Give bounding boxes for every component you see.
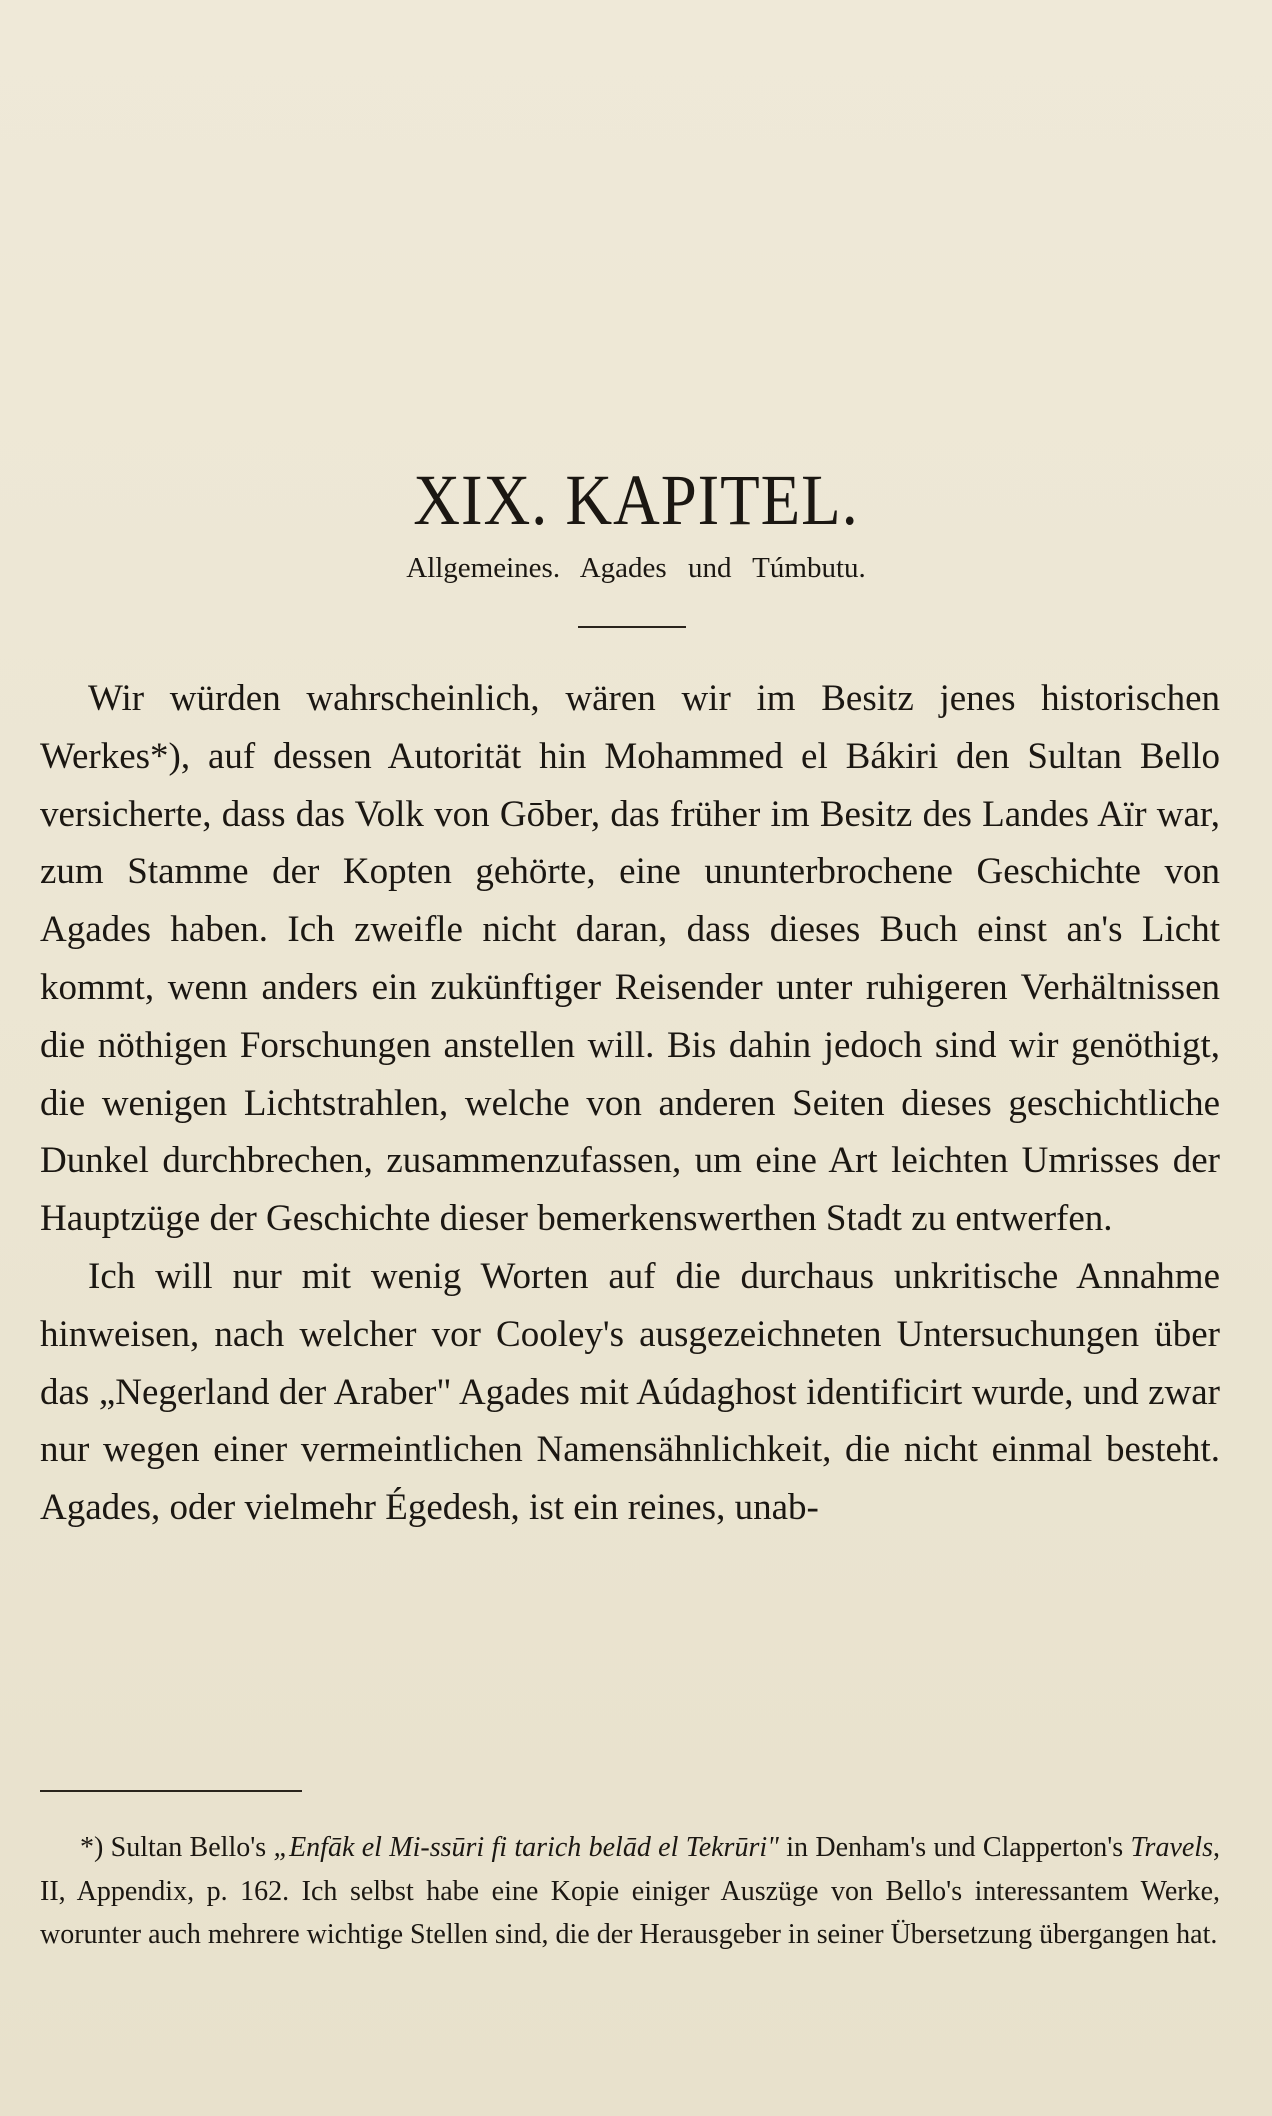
footnote-middle: in Denham's und Clapperton's [778, 1832, 1131, 1863]
footnote-intro: *) Sultan Bello's [80, 1832, 274, 1863]
footnote-rest: , II, Appendix, p. 162. Ich selbst habe eine Kopie einiger Auszüge von Bello's interessantem Werke, worunter auch mehrere wichtige Stellen sind, die der Herausgeber in seiner Übersetzung übergangen hat. [40, 1832, 1220, 1950]
footnote [40, 1826, 1220, 1957]
footnote-travels-title: Travels [1130, 1832, 1213, 1863]
body-text [40, 670, 1220, 1537]
paragraph-2: Ich will nur mit wenig Worten auf die durchaus unkritische Annahme hinweisen, nach welcher vor Cooley's ausgezeichneten Untersuchungen über das „Negerland der Araber" Agades mit Aúdaghost identificirt wurde, und zwar nur wegen einer vermeintlichen Namensähnlichkeit, die nicht einmal besteht. Agades, oder vielmehr Égedesh, ist ein reines, unab- [40, 1255, 1220, 1529]
chapter-title: XIX. KAPITEL. [413, 460, 859, 540]
chapter-subtitle: Allgemeines. Agades und Túmbutu. [406, 552, 866, 584]
footnote-text [40, 1826, 1220, 1957]
paragraph-1: Wir würden wahrscheinlich, wären wir im Besitz jenes historischen Werkes*), auf dessen Autorität hin Mohammed el Bákiri den Sultan Bello versicherte, dass das Volk von Gōber, das früher im Besitz des Landes Aïr war, zum Stamme der Kopten gehörte, eine ununterbrochene Geschichte von Agades haben. Ich zweifle nicht daran, dass dieses Buch einst an's Licht kommt, wenn anders ein zukünftiger Reisender unter ruhigeren Verhältnissen die nöthigen Forschungen anstellen will. Bis dahin jedoch sind wir genöthigt, die wenigen Lichtstrahlen, welche von anderen Seiten dieses geschichtliche Dunkel durchbrechen, zusammenzufassen, um eine Art leichten Umrisses der Hauptzüge der Geschichte dieser bemerkenswerthen Stadt zu entwerfen. [40, 678, 1220, 1240]
title-divider [578, 626, 686, 628]
footnote-book-title: „Enfāk el Mi-ssūri fi tarich belād el Tekrūri" [273, 1832, 779, 1863]
footnote-divider [40, 1790, 302, 1792]
